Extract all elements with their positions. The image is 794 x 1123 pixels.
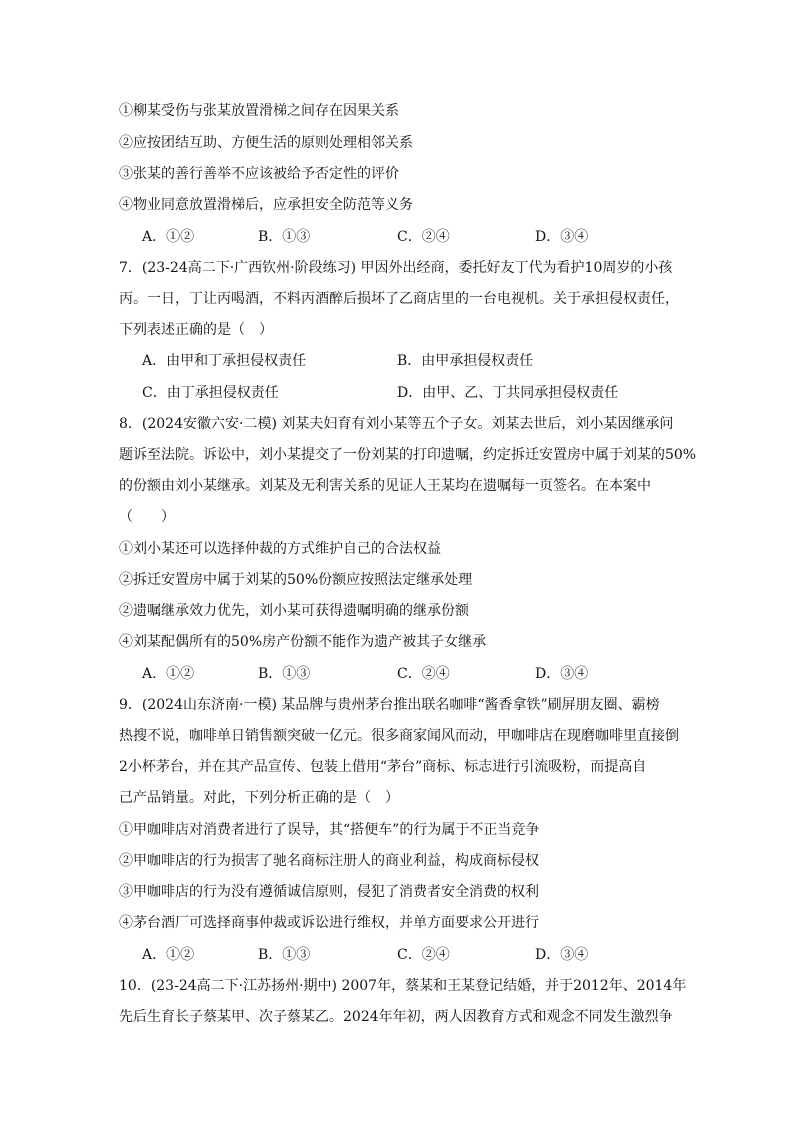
q6-statement-4: ④物业同意放置滑梯后，应承担安全防范等义务: [119, 197, 413, 213]
q7-option-b[interactable]: B．由甲承担侵权责任: [397, 353, 534, 369]
q8-stem-line-1: 8．(2024安徽六安·二模) 刘某夫妇育有刘小某等五个子女。刘某去世后，刘小某因继承问: [119, 416, 674, 432]
q9-option-c[interactable]: C．②④: [397, 947, 450, 963]
q6-statement-1: ①柳某受伤与张某放置滑梯之间存在因果关系: [119, 103, 399, 119]
q7-stem-line-2: 丙。一日，丁让丙喝酒，不料丙酒醉后损坏了乙商店里的一台电视机。关于承担侵权责任，: [119, 291, 679, 307]
q9-stem-line-4: 己产品销量。对此，下列分析正确的是（ ）: [119, 790, 399, 806]
q9-statement-4: ④茅台酒厂可选择商事仲裁或诉讼进行维权，并单方面要求公开进行: [119, 915, 539, 931]
q6-statement-3: ③张某的善行善举不应该被给予否定性的评价: [119, 166, 399, 182]
q7-stem-line-1: 7．(23-24高二下·广西钦州·阶段练习) 甲因外出经商，委托好友丁代为看护10周岁的小孩: [119, 260, 673, 276]
q7-option-c[interactable]: C．由丁承担侵权责任: [142, 385, 279, 401]
q8-stem-line-2: 题诉至法院。诉讼中，刘小某提交了一份刘某的打印遗嘱，约定拆迁安置房中属于刘某的50%: [119, 447, 697, 463]
q8-option-c[interactable]: C．②④: [397, 666, 450, 682]
q8-statement-4: ④刘某配偶所有的50%房产份额不能作为遗产被其子女继承: [119, 634, 487, 650]
q8-option-a[interactable]: A．①②: [142, 666, 195, 682]
q9-statement-1: ①甲咖啡店对消费者进行了误导，其“搭便车”的行为属于不正当竞争: [119, 822, 540, 838]
q7-option-a[interactable]: A．由甲和丁承担侵权责任: [142, 353, 307, 369]
q9-option-b[interactable]: B．①③: [258, 947, 311, 963]
q9-option-d[interactable]: D．③④: [535, 947, 589, 963]
q9-option-a[interactable]: A．①②: [142, 947, 195, 963]
q8-stem-line-3: 的份额由刘小某继承。刘某及无利害关系的见证人王某均在遗嘱每一页签名。在本案中: [119, 478, 651, 494]
q9-stem-line-3: 2小杯茅台，并在其产品宣传、包装上借用“茅台”商标、标志进行引流吸粉，而提高自: [119, 759, 647, 775]
q6-option-d[interactable]: D．③④: [535, 229, 589, 245]
q8-statement-2: ②拆迁安置房中属于刘某的50%份额应按照法定继承处理: [119, 572, 473, 588]
q6-option-b[interactable]: B．①③: [258, 229, 311, 245]
q7-option-d[interactable]: D．由甲、乙、丁共同承担侵权责任: [397, 385, 619, 401]
q8-option-d[interactable]: D．③④: [535, 666, 589, 682]
q8-option-b[interactable]: B．①③: [258, 666, 311, 682]
q8-statement-1: ①刘小某还可以选择仲裁的方式维护自己的合法权益: [119, 541, 441, 557]
q10-stem-line-2: 先后生育长子蔡某甲、次子蔡某乙。2024年年初，两人因教育方式和观念不同发生激烈争: [119, 1009, 673, 1025]
q7-stem-line-3: 下列表述正确的是（ ）: [119, 322, 273, 338]
q6-option-a[interactable]: A．①②: [142, 229, 195, 245]
q8-stem-line-4: （ ）: [119, 509, 175, 525]
q9-stem-line-2: 热搜不说，咖啡单日销售额突破一亿元。很多商家闻风而动，甲咖啡店在现磨咖啡里直接倒: [119, 728, 679, 744]
q6-statement-2: ②应按团结互助、方便生活的原则处理相邻关系: [119, 135, 413, 151]
q9-statement-2: ②甲咖啡店的行为损害了驰名商标注册人的商业利益，构成商标侵权: [119, 853, 539, 869]
q9-stem-line-1: 9．(2024山东济南·一模) 某品牌与贵州茅台推出联名咖啡“酱香拿铁”刷屏朋友圈、霸榜: [119, 697, 660, 713]
q8-statement-3: ②遗嘱继承效力优先，刘小某可获得遗嘱明确的继承份额: [119, 603, 469, 619]
q6-option-c[interactable]: C．②④: [397, 229, 450, 245]
q9-statement-3: ③甲咖啡店的行为没有遵循诚信原则，侵犯了消费者安全消费的权利: [119, 884, 539, 900]
q10-stem-line-1: 10．(23-24高二下·江苏扬州·期中) 2007年，蔡某和王某登记结婚，并于2012年、2014年: [119, 978, 687, 994]
